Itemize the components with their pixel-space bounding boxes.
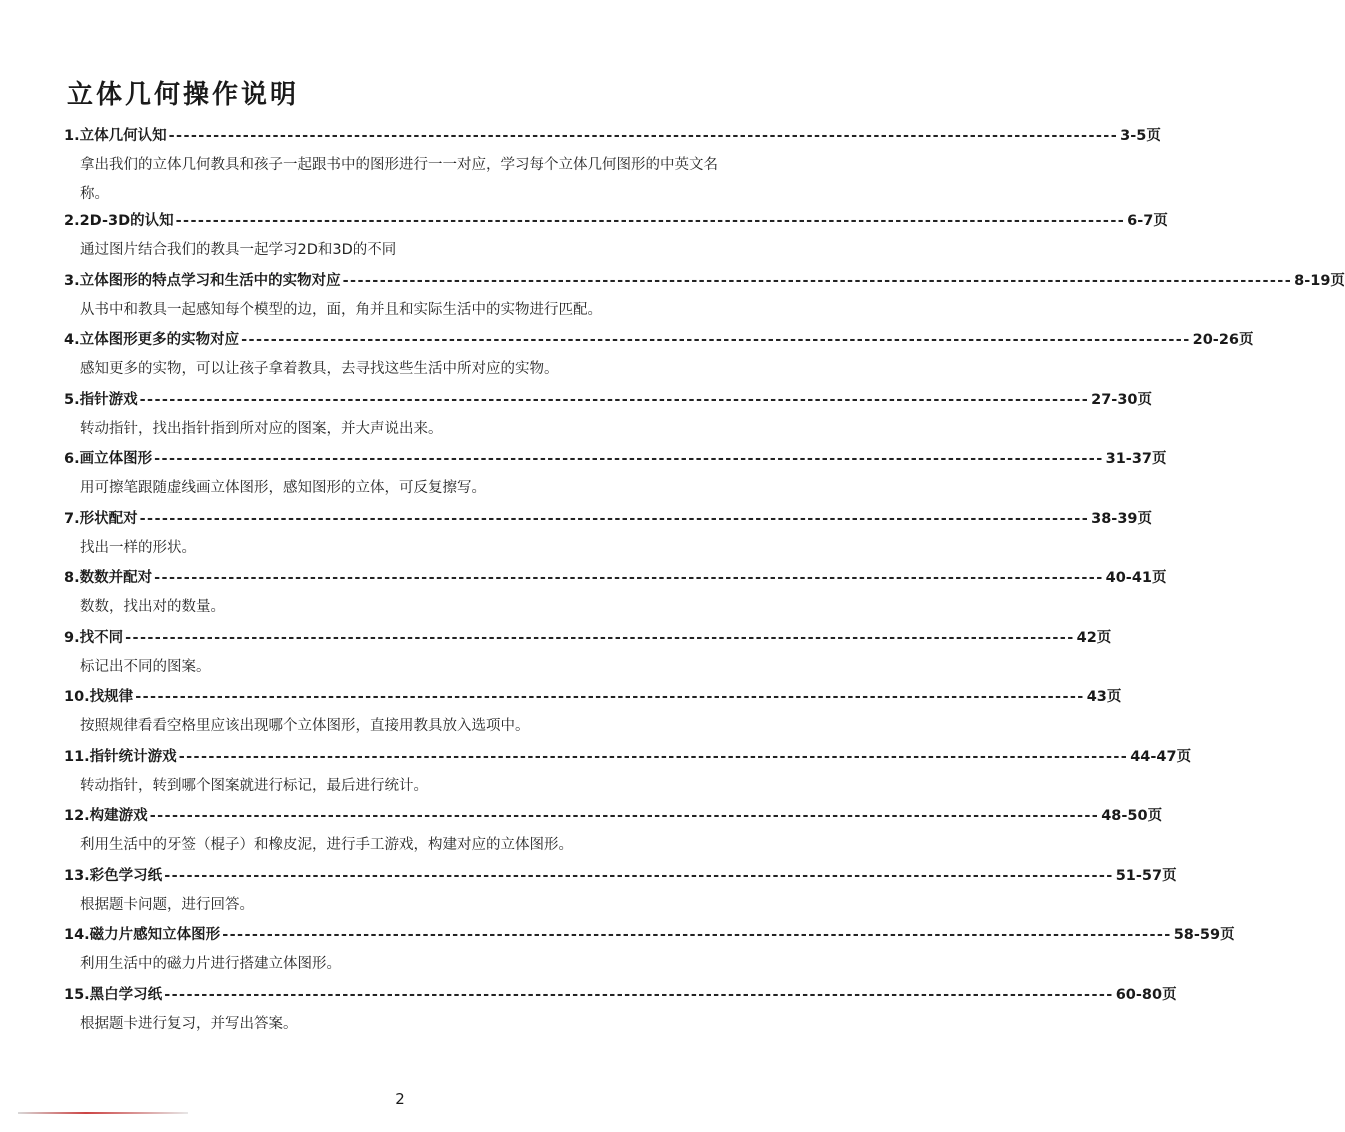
toc-entry-title: 1.立体几何认知 <box>64 128 167 144</box>
toc-entry-description: 利用生活中的牙签（棍子）和橡皮泥，进行手工游戏，构建对应的立体图形。 <box>80 837 573 853</box>
toc-entry-title: 8.数数并配对 <box>64 570 153 586</box>
toc-entry-pages: 3-5页 <box>1120 128 1161 144</box>
toc-entry <box>64 447 1167 507</box>
dot-leader: -------------------------------------------------------------------------------------------------------------------------------- <box>164 986 1114 1003</box>
toc-entry-pages: 38-39页 <box>1091 510 1152 527</box>
toc-entry-title: 5.指针游戏 <box>64 391 138 408</box>
toc-entry-pages: 60-80页 <box>1115 986 1177 1003</box>
toc-entry-title: 7.形状配对 <box>64 510 138 527</box>
toc-entry-description: 拿出我们的立体几何教具和孩子一起跟书中的图形进行一一对应，学习每个立体几何图形的中英文名称。 <box>80 157 718 202</box>
toc-entry-title: 10.找规律 <box>64 689 134 705</box>
toc-entry-line <box>64 328 1254 355</box>
toc-entry-pages: 40-41页 <box>1105 570 1167 586</box>
toc-entry-title: 15.黑白学习纸 <box>64 986 163 1003</box>
table-of-contents <box>64 124 1345 1042</box>
toc-entry-title: 13.彩色学习纸 <box>64 867 163 884</box>
toc-entry-pages: 8-19页 <box>1294 272 1345 289</box>
toc-entry-description: 根据题卡问题，进行回答。 <box>80 896 254 913</box>
dot-leader: -------------------------------------------------------------------------------------------------------------------------------- <box>164 867 1114 884</box>
toc-entry-pages: 31-37页 <box>1105 451 1167 467</box>
toc-entry-description: 从书中和教具一起感知每个模型的边，面，角并且和实际生活中的实物进行匹配。 <box>80 301 602 318</box>
toc-entry-line <box>64 864 1177 891</box>
toc-entry-title: 3.立体图形的特点学习和生活中的实物对应 <box>64 272 341 289</box>
toc-entry <box>64 685 1122 745</box>
toc-entry-description: 利用生活中的磁力片进行搭建立体图形。 <box>80 956 341 972</box>
toc-entry-pages: 44-47页 <box>1130 748 1192 765</box>
toc-entry <box>64 745 1192 805</box>
toc-entry <box>64 507 1152 567</box>
toc-entry <box>64 626 1112 686</box>
toc-entry-description: 根据题卡进行复习，并写出答案。 <box>80 1015 298 1032</box>
toc-entry-line <box>64 923 1235 950</box>
toc-entry-pages: 51-57页 <box>1115 867 1177 884</box>
footer-rule <box>18 1112 188 1114</box>
toc-entry-line <box>64 209 1168 236</box>
toc-entry-pages: 6-7页 <box>1127 213 1168 229</box>
toc-entry <box>64 388 1152 448</box>
toc-entry-title: 11.指针统计游戏 <box>64 748 177 765</box>
toc-entry-line <box>64 745 1192 772</box>
toc-entry-pages: 58-59页 <box>1173 927 1235 943</box>
toc-entry-line <box>64 566 1167 593</box>
toc-entry <box>64 923 1235 983</box>
toc-entry-description: 按照规律看看空格里应该出现哪个立体图形，直接用教具放入选项中。 <box>80 718 530 734</box>
toc-entry-pages: 43页 <box>1086 689 1122 705</box>
toc-entry-line <box>64 804 1163 831</box>
toc-entry <box>64 983 1177 1043</box>
dot-leader: -------------------------------------------------------------------------------------------------------------------------------- <box>241 332 1191 348</box>
dot-leader: -------------------------------------------------------------------------------------------------------------------------------- <box>222 927 1172 943</box>
toc-entry-line <box>64 388 1152 415</box>
toc-entry-pages: 48-50页 <box>1101 808 1163 824</box>
toc-entry <box>64 269 1345 329</box>
toc-entry-description: 数数，找出对的数量。 <box>80 599 225 615</box>
dot-leader: -------------------------------------------------------------------------------------------------------------------------------- <box>149 808 1100 824</box>
toc-entry-description: 转动指针，找出指针指到所对应的图案，并大声说出来。 <box>80 420 443 437</box>
toc-entry-description: 转动指针，转到哪个图案就进行标记，最后进行统计。 <box>80 777 428 794</box>
toc-entry-line <box>64 626 1112 653</box>
toc-entry-title: 9.找不同 <box>64 629 124 646</box>
toc-entry-pages: 42页 <box>1076 629 1112 646</box>
toc-entry <box>64 124 1161 209</box>
toc-entry-description: 标记出不同的图案。 <box>80 658 211 675</box>
dot-leader: -------------------------------------------------------------------------------------------------------------------------------- <box>154 451 1104 467</box>
page-title: 立体几何操作说明 <box>67 80 300 110</box>
toc-entry-title: 4.立体图形更多的实物对应 <box>64 332 240 348</box>
dot-leader: -------------------------------------------------------------------------------------------------------------------------------- <box>342 272 1293 289</box>
dot-leader: -------------------------------------------------------------------------------------------------------------------------------- <box>154 570 1104 586</box>
toc-entry-description: 感知更多的实物，可以让孩子拿着教具，去寻找这些生活中所对应的实物。 <box>80 361 559 377</box>
toc-entry <box>64 209 1168 269</box>
toc-entry-line <box>64 124 1161 151</box>
toc-entry-title: 2.2D-3D的认知 <box>64 213 174 229</box>
toc-entry-pages: 27-30页 <box>1091 391 1152 408</box>
dot-leader: -------------------------------------------------------------------------------------------------------------------------------- <box>168 128 1119 144</box>
toc-entry-line <box>64 983 1177 1010</box>
dot-leader: -------------------------------------------------------------------------------------------------------------------------------- <box>139 510 1090 527</box>
toc-entry-description: 通过图片结合我们的教具一起学习2D和3D的不同 <box>80 242 397 258</box>
dot-leader: -------------------------------------------------------------------------------------------------------------------------------- <box>178 748 1129 765</box>
toc-entry-pages: 20-26页 <box>1192 332 1254 348</box>
dot-leader: -------------------------------------------------------------------------------------------------------------------------------- <box>175 213 1126 229</box>
toc-entry-line <box>64 507 1152 534</box>
toc-entry-title: 14.磁力片感知立体图形 <box>64 927 221 943</box>
dot-leader: -------------------------------------------------------------------------------------------------------------------------------- <box>125 629 1075 646</box>
toc-entry <box>64 566 1167 626</box>
toc-entry-description: 找出一样的形状。 <box>80 539 196 556</box>
toc-entry <box>64 328 1254 388</box>
toc-entry-description: 用可擦笔跟随虚线画立体图形，感知图形的立体，可反复擦写。 <box>80 480 486 496</box>
toc-entry-title: 6.画立体图形 <box>64 451 153 467</box>
toc-entry <box>64 804 1163 864</box>
toc-entry-line <box>64 447 1167 474</box>
toc-entry-line <box>64 269 1345 296</box>
dot-leader: -------------------------------------------------------------------------------------------------------------------------------- <box>135 689 1085 705</box>
dot-leader: -------------------------------------------------------------------------------------------------------------------------------- <box>139 391 1090 408</box>
toc-entry-line <box>64 685 1122 712</box>
page-number: 2 <box>395 1090 405 1108</box>
toc-entry-title: 12.构建游戏 <box>64 808 148 824</box>
toc-entry <box>64 864 1177 924</box>
